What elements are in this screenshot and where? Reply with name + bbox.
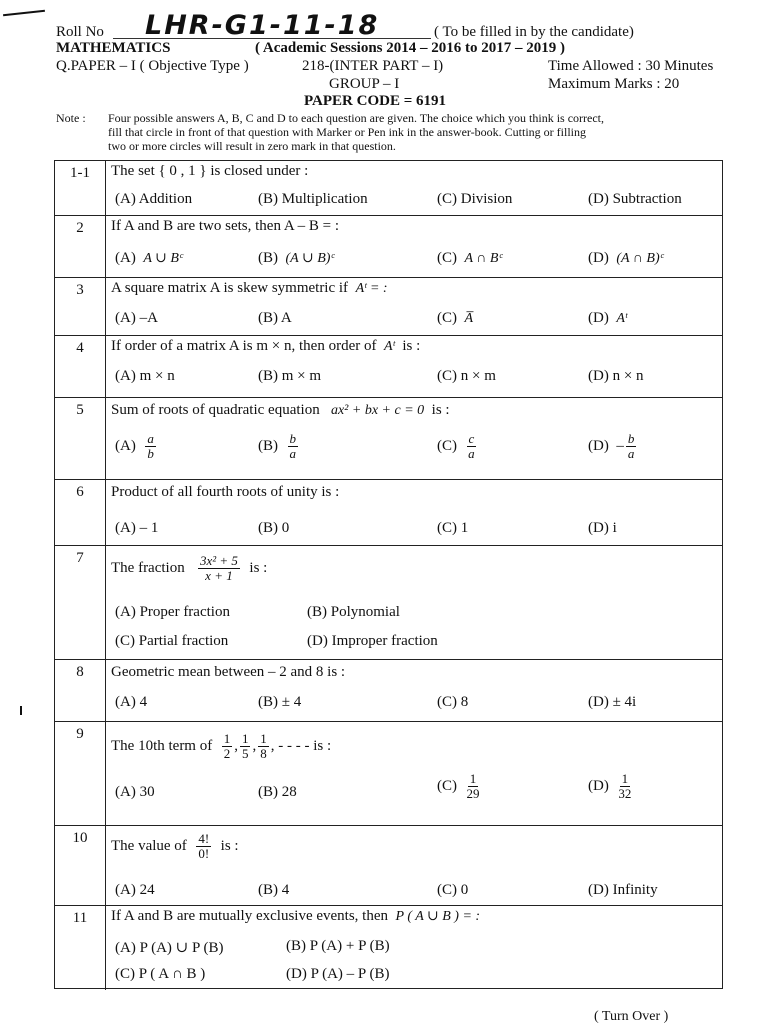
question-number: 2 bbox=[76, 220, 84, 236]
question-stem: The value of bbox=[111, 837, 187, 854]
option-d-math: Aᵗ bbox=[616, 311, 628, 326]
option-b: (B) P (A) + P (B) bbox=[286, 938, 390, 954]
note-line-3: two or more circles will result in zero mark in that question. bbox=[108, 139, 396, 153]
option-c: (C) 0 bbox=[437, 882, 469, 898]
option-a-math: A ∪ Bᶜ bbox=[143, 251, 183, 266]
question-stem-tail: , - - - - is : bbox=[270, 737, 332, 754]
option-a: (A) 24 bbox=[115, 882, 155, 898]
question-stem-tail: is : bbox=[220, 837, 239, 854]
option-c: (C) Partial fraction bbox=[115, 633, 229, 649]
question-stem-math: Aᵗ = : bbox=[355, 281, 388, 296]
option-b-math: (A ∪ B)ᶜ bbox=[285, 251, 335, 266]
question-stem: Product of all fourth roots of unity is : bbox=[111, 484, 340, 500]
option-d: (D) Subtraction bbox=[588, 191, 682, 207]
option-c: (C) P ( A ∩ B ) bbox=[115, 966, 206, 982]
option-d-minus: – bbox=[616, 437, 624, 454]
option-a: (A) – 1 bbox=[115, 520, 159, 536]
question-stem: If order of a matrix A is m × n, then order of bbox=[111, 338, 377, 354]
questions-table bbox=[54, 160, 723, 989]
question-stem: Sum of roots of quadratic equation bbox=[111, 402, 320, 418]
option-c-fraction: $\frac{1}{29}$ bbox=[466, 771, 480, 801]
stem-fraction-3: $\frac{1}{8}$ bbox=[260, 731, 267, 761]
paper-series: 218-(INTER PART – I) bbox=[302, 58, 444, 74]
option-d-label: (D) bbox=[588, 310, 609, 326]
option-b: (B) 4 bbox=[258, 882, 290, 898]
question-stem: If A and B are two sets, then A – B = : bbox=[111, 218, 340, 234]
option-b-label: (B) bbox=[258, 250, 278, 266]
option-d: (D) Infinity bbox=[588, 882, 658, 898]
pen-stroke-top-left bbox=[3, 10, 45, 16]
option-c-label: (C) bbox=[437, 310, 457, 326]
option-c-label: (C) bbox=[437, 437, 457, 454]
option-d: (D) ± 4i bbox=[588, 694, 637, 710]
question-stem-tail: is : bbox=[402, 338, 421, 354]
option-b: (B) m × m bbox=[258, 368, 322, 384]
option-a-label: (A) bbox=[115, 250, 136, 266]
question-number: 3 bbox=[76, 282, 84, 298]
question-row-9: 9 The 10th term of $\frac{1}{2}$ , $\frac{1}{5}$ , $\frac{1}{8}$ , - - - - is : (A) 30 (B) 28 (C) $\frac{1}{29}$ (D) $\frac{1}{32}$ bbox=[55, 721, 722, 825]
option-d-fraction: $\frac{b}{a}$ bbox=[627, 431, 635, 461]
paper-code: PAPER CODE = 6191 bbox=[304, 93, 447, 109]
question-number: 10 bbox=[72, 830, 88, 846]
question-stem-math: P ( A ∪ B ) = : bbox=[395, 909, 481, 924]
option-b-fraction: $\frac{b}{a}$ bbox=[289, 431, 296, 461]
question-row-1 bbox=[55, 161, 722, 215]
option-c-label: (C) bbox=[437, 250, 457, 266]
option-d-math: (A ∩ B)ᶜ bbox=[616, 251, 664, 266]
question-row-3 bbox=[55, 277, 722, 335]
question-stem-fraction: $\frac{\text{3x² + 5}}{x + 1}$ bbox=[199, 553, 238, 583]
question-row-10 bbox=[55, 825, 722, 905]
paper-type: Q.PAPER – I ( Objective Type ) bbox=[56, 58, 249, 74]
question-row-7 bbox=[55, 545, 722, 659]
option-c: (C) Division bbox=[437, 191, 513, 207]
question-row-11 bbox=[55, 905, 722, 990]
option-c: (C) n × m bbox=[437, 368, 496, 384]
question-stem: If A and B are mutually exclusive events, then bbox=[111, 908, 389, 924]
question-stem-math: ax² + bx + c = 0 bbox=[330, 403, 425, 418]
option-b-label: (B) bbox=[258, 437, 278, 454]
question-number: 4 bbox=[76, 340, 84, 356]
option-a-label: (A) bbox=[115, 437, 136, 454]
option-b: (B) Multiplication bbox=[258, 191, 368, 207]
option-b: (B) 28 bbox=[258, 784, 297, 800]
question-stem-fraction: $\frac{4!}{0!}$ bbox=[198, 831, 210, 861]
question-row-6 bbox=[55, 479, 722, 545]
option-a: (A) 4 bbox=[115, 694, 148, 710]
option-b: (B) ± 4 bbox=[258, 694, 302, 710]
question-stem: The fraction bbox=[111, 559, 185, 576]
question-number: 9 bbox=[76, 726, 84, 742]
question-number: 7 bbox=[76, 550, 84, 566]
option-c-label: (C) bbox=[437, 777, 457, 794]
option-a: (A) 30 bbox=[115, 784, 155, 800]
option-d-fraction: $\frac{1}{32}$ bbox=[618, 771, 632, 801]
option-b: (B) A bbox=[258, 310, 292, 326]
option-a: (A) m × n bbox=[115, 368, 175, 384]
option-c-math: A̅ bbox=[464, 311, 474, 326]
question-number: 8 bbox=[76, 664, 84, 680]
stem-fraction-2: $\frac{1}{5}$ bbox=[241, 731, 249, 761]
academic-sessions: ( Academic Sessions 2014 – 2016 to 2017 – 2019 ) bbox=[255, 40, 565, 56]
question-stem: A square matrix A is skew symmetric if bbox=[111, 280, 349, 296]
question-row-4 bbox=[55, 335, 722, 397]
group-label: GROUP – I bbox=[329, 76, 400, 92]
option-c: (C) 1 bbox=[437, 520, 469, 536]
question-row-2 bbox=[55, 215, 722, 277]
turn-over-label: ( Turn Over ) bbox=[594, 1009, 669, 1024]
option-d: (D) n × n bbox=[588, 368, 644, 384]
option-d-label: (D) bbox=[588, 777, 609, 794]
roll-label: Roll No bbox=[56, 24, 104, 40]
option-a: (A) Addition bbox=[115, 191, 193, 207]
question-number: 5 bbox=[76, 402, 84, 418]
question-stem-tail: is : bbox=[431, 402, 450, 418]
note-label: Note : bbox=[56, 111, 86, 125]
question-stem: The set { 0 , 1 } is closed under : bbox=[111, 163, 309, 179]
option-d: (D) i bbox=[588, 520, 617, 536]
roll-note: ( To be filled in by the candidate) bbox=[434, 24, 634, 40]
question-stem-tail: is : bbox=[249, 559, 268, 576]
option-b: (B) 0 bbox=[258, 520, 290, 536]
option-d-label: (D) bbox=[588, 437, 609, 454]
question-stem: Geometric mean between – 2 and 8 is : bbox=[111, 664, 346, 680]
question-number: 6 bbox=[76, 484, 84, 500]
question-stem-math: Aᵗ bbox=[383, 339, 395, 354]
subject-title: MATHEMATICS bbox=[56, 40, 171, 56]
option-d: (D) Improper fraction bbox=[307, 633, 438, 649]
option-a: (A) –A bbox=[115, 310, 158, 326]
option-d: (D) P (A) – P (B) bbox=[286, 966, 390, 982]
question-number: 1-1 bbox=[70, 165, 90, 181]
option-c: (C) 8 bbox=[437, 694, 469, 710]
stem-fraction-1: $\frac{1}{2}$ bbox=[223, 731, 231, 761]
maximum-marks: Maximum Marks : 20 bbox=[548, 76, 680, 92]
option-b: (B) Polynomial bbox=[307, 604, 400, 620]
option-c-fraction: $\frac{c}{a}$ bbox=[468, 431, 475, 461]
question-row-5 bbox=[55, 397, 722, 479]
option-a: (A) Proper fraction bbox=[115, 604, 230, 620]
note-line-1: Four possible answers A, B, C and D to each question are given. The choice which you think is correct, bbox=[108, 111, 605, 125]
option-a: (A) P (A) ∪ P (B) bbox=[115, 940, 224, 956]
time-allowed: Time Allowed : 30 Minutes bbox=[548, 58, 714, 74]
question-stem: The 10th term of bbox=[111, 737, 213, 754]
question-number: 11 bbox=[72, 910, 88, 926]
question-row-8 bbox=[55, 659, 722, 721]
option-a-fraction: $\frac{a}{b}$ bbox=[147, 431, 154, 461]
option-c-math: A ∩ Bᶜ bbox=[464, 251, 503, 266]
option-d-label: (D) bbox=[588, 250, 609, 266]
pen-dot-left bbox=[20, 706, 22, 715]
note-line-2: fill that circle in front of that question with Marker or Pen ink in the answer-book. Cutting or filling bbox=[108, 125, 586, 139]
roll-number-handwritten: LHR-G1-11-18 bbox=[145, 10, 380, 41]
